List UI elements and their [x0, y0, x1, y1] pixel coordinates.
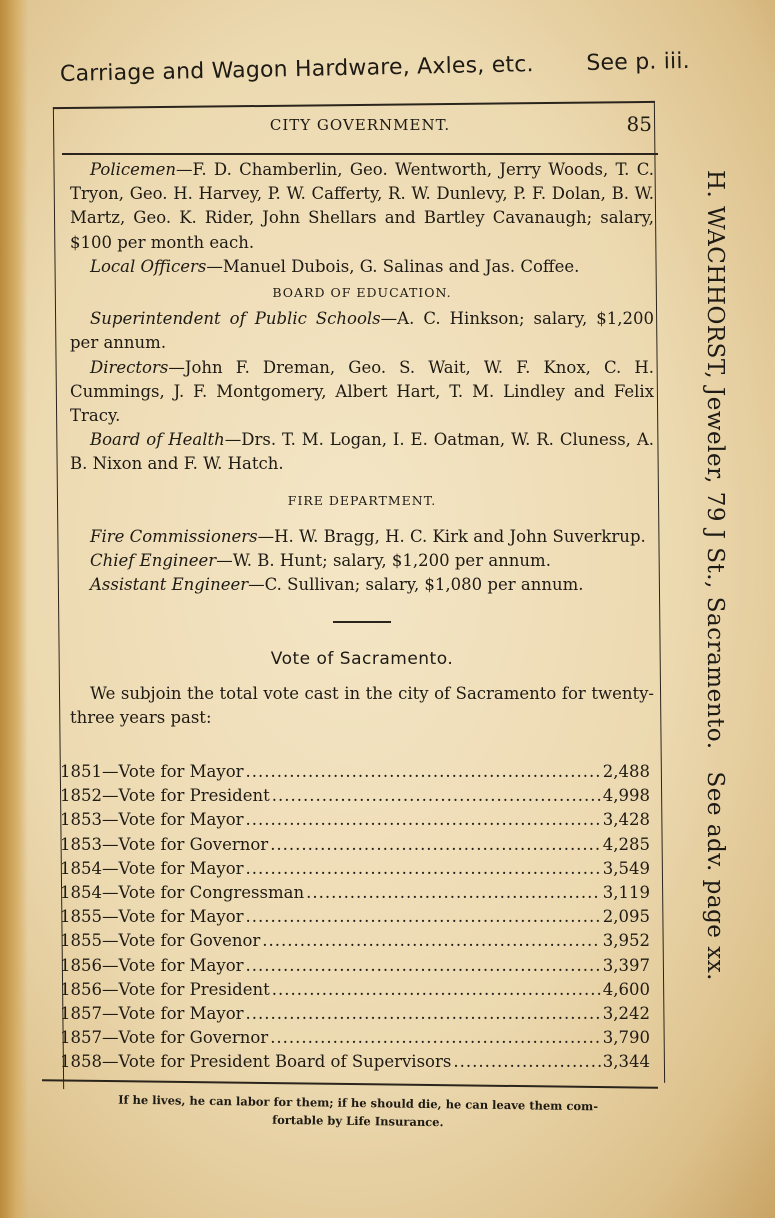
vote-table — [60, 762, 650, 1076]
entry-label: Local Officers — [90, 256, 207, 276]
vote-row — [60, 931, 650, 955]
dot-leader — [306, 883, 601, 902]
page-edge-shadow — [0, 0, 28, 1218]
entry-label: Policemen — [90, 160, 176, 179]
entry-text: —C. Sullivan; salary, $1,080 per annum. — [248, 575, 584, 595]
vote-count: 2,095 — [602, 907, 650, 927]
dot-leader — [270, 835, 601, 854]
vote-row — [60, 810, 650, 834]
top-advertisement — [60, 49, 690, 87]
dot-leader — [262, 931, 600, 950]
assistant-engineer-entry — [70, 573, 654, 597]
vote-label: 1857—Vote for Governor — [60, 1028, 269, 1048]
dot-leader — [246, 762, 601, 781]
header-rule — [62, 153, 658, 155]
chief-engineer-entry — [70, 549, 654, 573]
entry-label: Directors — [90, 357, 169, 377]
dot-leader — [272, 786, 601, 805]
vote-row — [60, 762, 650, 786]
entry-label: Assistant Engineer — [90, 575, 249, 595]
vote-row — [60, 956, 650, 980]
dot-leader — [246, 810, 601, 829]
vote-title: Vote of Sacramento. — [270, 649, 454, 670]
vote-count: 3,242 — [602, 1003, 650, 1023]
vote-label: 1858—Vote for President Board of Supervisors — [60, 1052, 452, 1072]
vote-row — [60, 786, 650, 810]
vote-count: 3,397 — [602, 955, 650, 975]
vote-row — [60, 859, 650, 883]
vote-row — [60, 907, 650, 931]
vote-count: 3,790 — [602, 1028, 650, 1048]
dot-leader — [246, 907, 601, 926]
side-ad-part1: H. WACHHORST, Jeweler, 79 J St., Sacramento. — [702, 170, 728, 750]
superintendent-entry — [70, 307, 654, 355]
vote-label: 1857—Vote for Mayor — [60, 1003, 244, 1023]
side-ad-part2: See adv. page xx. — [702, 771, 728, 981]
vote-label: 1854—Vote for Congressman — [60, 882, 305, 902]
directors-entry — [70, 356, 654, 429]
board-of-health-entry — [70, 428, 654, 476]
vote-label: 1854—Vote for Mayor — [60, 858, 244, 878]
dot-leader — [453, 1052, 600, 1071]
entry-text: —W. B. Hunt; salary, $1,200 per annum. — [216, 551, 551, 571]
vote-label: 1853—Vote for Mayor — [60, 810, 244, 830]
vote-count: 3,428 — [602, 810, 650, 830]
dot-leader — [272, 980, 601, 999]
dot-leader — [270, 1028, 601, 1047]
entry-text: —Manuel Dubois, G. Salinas and Jas. Coffee. — [206, 256, 580, 276]
entry-label: Superintendent of Public Schools — [90, 309, 381, 329]
vote-count: 3,344 — [602, 1052, 650, 1072]
entry-label: Board of Health — [90, 430, 225, 450]
vote-count: 4,600 — [602, 979, 650, 999]
vote-label: 1855—Vote for Govenor — [60, 931, 261, 951]
entry-text: —H. W. Bragg, H. C. Kirk and John Suverkrup. — [257, 526, 646, 546]
entry-text: —A. C. Hinkson; salary, $1,200 per annum. — [70, 309, 654, 353]
vote-label: 1851—Vote for Mayor — [60, 762, 244, 781]
vote-row — [60, 835, 650, 859]
policemen-entry — [70, 158, 654, 255]
dot-leader — [246, 859, 601, 878]
vote-label: 1853—Vote for Governor — [60, 834, 269, 854]
vote-intro: We subjoin the total vote cast in the city of Sacramento for twenty-three years past: — [70, 683, 654, 727]
top-ad-left: Carriage and Wagon Hardware, Axles, etc. — [59, 52, 534, 87]
entry-text: —F. D. Chamberlin, Geo. Wentworth, Jerry Woods, T. C. Tryon, Geo. H. Harvey, P. W. Cafferty, R. W. Dunlevy, P. F. Dolan, B. W. Martz, Geo. K. Rider, John Shellars and Bartley Cavanaugh; salary, $100 per month each. — [70, 160, 654, 252]
top-ad-right: See p. iii. — [586, 48, 691, 76]
entry-label: Fire Commissioners — [90, 526, 258, 546]
page-header — [62, 112, 658, 146]
fire-department-heading: FIRE DEPARTMENT. — [287, 492, 437, 508]
vote-label: 1856—Vote for Mayor — [60, 955, 244, 975]
local-officers-entry — [70, 255, 654, 279]
entry-label: Chief Engineer — [90, 551, 217, 571]
fire-commissioners-entry — [70, 525, 654, 549]
vote-count: 3,119 — [602, 882, 650, 902]
board-of-education-heading: BOARD OF EDUCATION. — [272, 285, 452, 301]
side-advertisement — [688, 170, 728, 1050]
vote-label: 1852—Vote for President — [60, 786, 270, 806]
dot-leader — [246, 956, 601, 975]
page-body — [70, 158, 654, 730]
vote-count: 4,998 — [602, 786, 650, 806]
vote-row — [60, 883, 650, 907]
page-number: 85 — [626, 112, 652, 136]
page-title: CITY GOVERNMENT. — [269, 116, 451, 134]
vote-row — [60, 980, 650, 1004]
footer-line-2: fortable by Life Insurance. — [272, 1112, 444, 1130]
vote-count: 3,952 — [602, 931, 650, 951]
entry-text: —John F. Dreman, Geo. S. Wait, W. F. Knox, C. H. Cummings, J. F. Montgomery, Albert Hart, T. M. Lindley and Felix Tracy. — [70, 357, 654, 426]
dot-leader — [246, 1004, 601, 1023]
section-divider — [333, 621, 391, 623]
vote-row — [60, 1028, 650, 1052]
vote-row — [60, 1052, 650, 1076]
vote-count: 3,549 — [602, 858, 650, 878]
vote-count: 2,488 — [602, 762, 650, 781]
vote-row — [60, 1004, 650, 1028]
vote-label: 1856—Vote for President — [60, 979, 270, 999]
footer-line-1: If he lives, he can labor for them; if he should die, he can leave them com- — [118, 1092, 599, 1114]
vote-count: 4,285 — [602, 834, 650, 854]
footer-note — [48, 1090, 668, 1135]
vote-label: 1855—Vote for Mayor — [60, 907, 244, 927]
entry-text: —Drs. T. M. Logan, I. E. Oatman, W. R. Cluness, A. B. Nixon and F. W. Hatch. — [70, 430, 654, 474]
